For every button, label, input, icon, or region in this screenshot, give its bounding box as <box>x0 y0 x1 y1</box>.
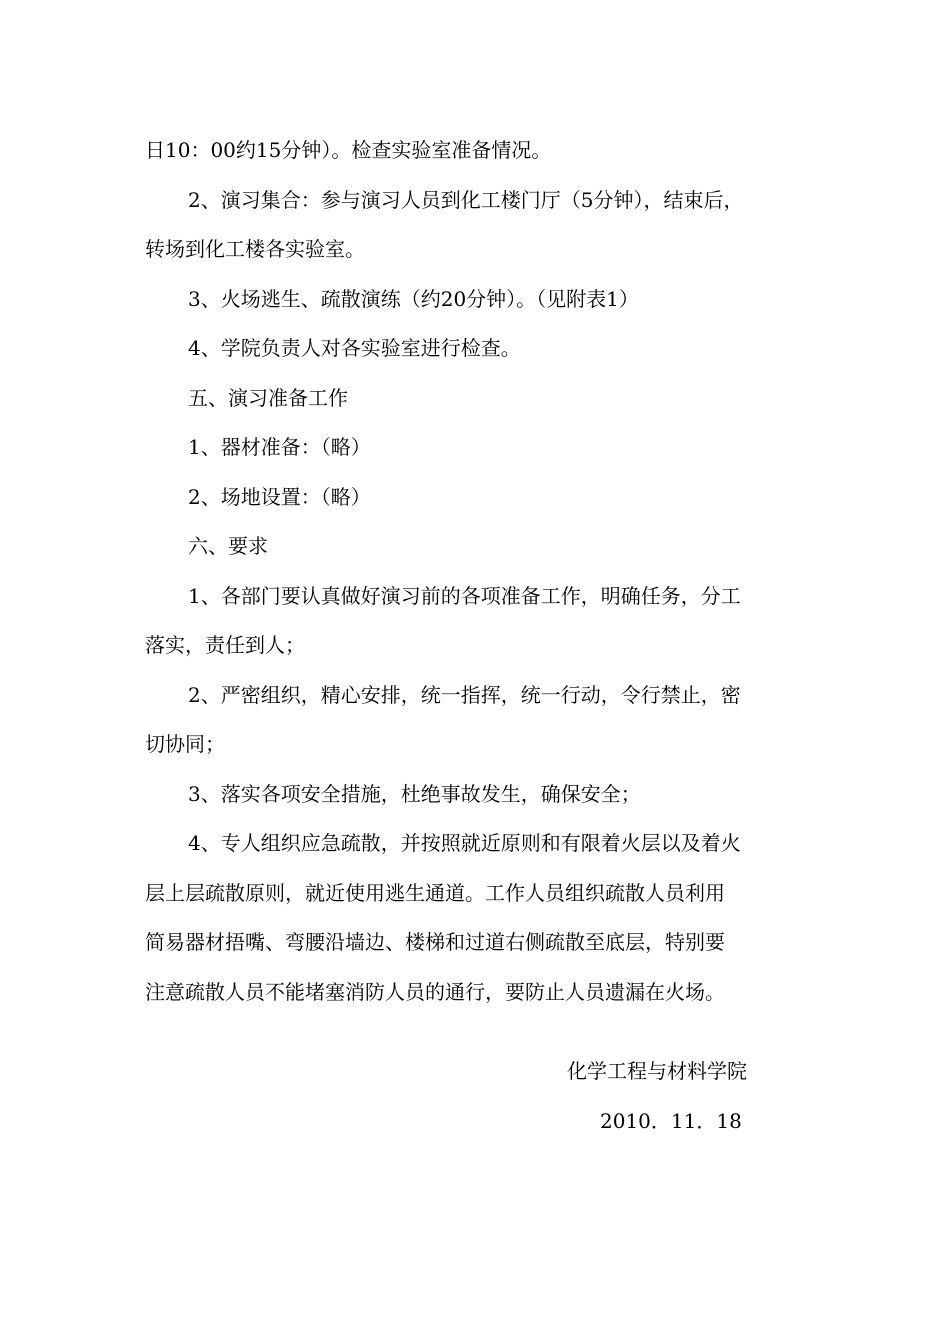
document-line: 六、要求 <box>188 534 268 558</box>
document-line: 日10：00约15分钟）。检查实验室准备情况。 <box>145 138 552 162</box>
document-line: 4、学院负责人对各实验室进行检查。 <box>188 336 521 360</box>
document-line: 层上层疏散原则，就近使用逃生通道。工作人员组织疏散人员利用 <box>145 880 725 905</box>
document-line: 2、演习集合：参与演习人员到化工楼门厅（5分钟），结束后， <box>188 187 744 212</box>
document-body <box>145 126 815 1017</box>
document-line: 切协同； <box>145 732 225 756</box>
signature-organization: 化学工程与材料学院 <box>567 1059 747 1083</box>
signature-date: 2010．11．18 <box>600 1109 742 1133</box>
document-line: 注意疏散人员不能堵塞消防人员的通行，要防止人员遗漏在火场。 <box>145 979 725 1004</box>
document-line: 1、各部门要认真做好演习前的各项准备工作，明确任务，分工 <box>188 583 741 608</box>
document-line: 简易器材捂嘴、弯腰沿墙边、楼梯和过道右侧疏散至底层，特别要 <box>145 930 725 954</box>
document-line: 1、器材准备：（略） <box>188 435 371 459</box>
document-line: 3、火场逃生、疏散演练（约20分钟）。（见附表1） <box>188 286 639 311</box>
document-line: 4、专人组织应急疏散，并按照就近原则和有限着火层以及着火 <box>188 831 741 855</box>
document-line: 2、场地设置：（略） <box>188 484 371 509</box>
document-line: 五、演习准备工作 <box>188 385 348 410</box>
document-line: 2、严密组织，精心安排，统一指挥，统一行动，令行禁止，密 <box>188 682 741 707</box>
document-line: 转场到化工楼各实验室。 <box>145 237 365 261</box>
document-line: 落实，责任到人； <box>145 633 305 657</box>
document-line: 3、落实各项安全措施，杜绝事故发生，确保安全； <box>188 781 641 806</box>
